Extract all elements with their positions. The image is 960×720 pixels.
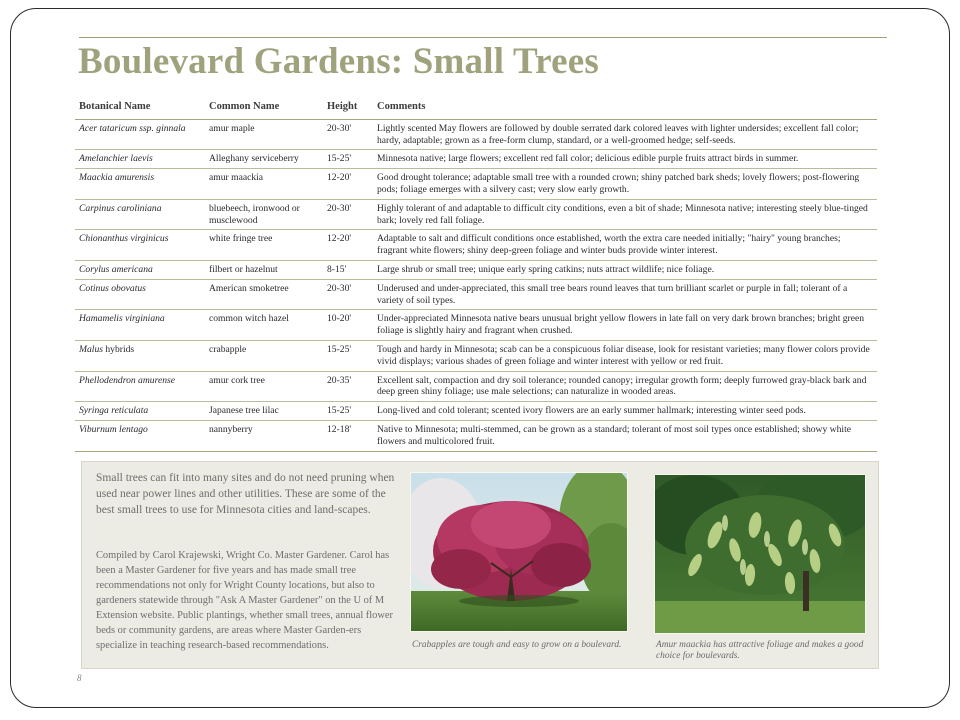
maackia-caption: Amur maackia has attractive foliage and makes a good choice for boulevards. bbox=[656, 640, 864, 661]
height: 12-20' bbox=[323, 169, 373, 200]
comments: Adaptable to salt and difficult conditions once established, worth the extra care needed initially; "hairy" young branches; fragrant white flowers; shiny deep-green foliage and winter buds provide winter interest. bbox=[373, 230, 877, 261]
table-row bbox=[75, 199, 877, 230]
botanical-name bbox=[75, 340, 205, 371]
comments: Excellent salt, compaction and dry soil tolerance; rounded canopy; irregular growth form; deeply furrowed gray-black bark and deep green shiny foliage; use male selections; can naturalize in wooded areas. bbox=[373, 371, 877, 402]
botanical-name: Carpinus caroliniana bbox=[75, 199, 205, 230]
comments: Large shrub or small tree; unique early spring catkins; nuts attract wildlife; nice foliage. bbox=[373, 260, 877, 279]
comments: Native to Minnesota; multi-stemmed, can be grown as a standard; tolerant of most soil types once established; showy white flowers and multicolored fruit. bbox=[373, 420, 877, 451]
botanical-name: Acer tataricum ssp. ginnala bbox=[75, 119, 205, 150]
common-name: amur maackia bbox=[205, 169, 323, 200]
comments: Tough and hardy in Minnesota; scab can be a conspicuous foliar disease, look for resistant varieties; many flower colors provide vivid displays; various shades of green foliage and winter interest with yellow or red fruit. bbox=[373, 340, 877, 371]
height: 20-30' bbox=[323, 199, 373, 230]
common-name: white fringe tree bbox=[205, 230, 323, 261]
botanical-name: Maackia amurensis bbox=[75, 169, 205, 200]
page-number: 8 bbox=[77, 673, 82, 683]
top-rule bbox=[79, 37, 887, 38]
table-row bbox=[75, 279, 877, 310]
common-name: filbert or hazelnut bbox=[205, 260, 323, 279]
page-title: Boulevard Gardens: Small Trees bbox=[78, 41, 599, 82]
common-name: common witch hazel bbox=[205, 310, 323, 341]
crabapple-caption: Crabapples are tough and easy to grow on a boulevard. bbox=[412, 640, 622, 650]
height: 20-30' bbox=[323, 119, 373, 150]
botanical-name: Hamamelis virginiana bbox=[75, 310, 205, 341]
height: 15-25' bbox=[323, 402, 373, 421]
credits-paragraph: Compiled by Carol Krajewski, Wright Co. Master Gardener. Carol has been a Master Gardener for five years and has made small tree recommendations not only for Wright County locations, but also to gardeners statewide through "Ask A Master Gardener" on the U of M Extension website. Public plantings, whether small trees, annual flower beds or community gardens, are areas where Master Garden-ers specialize in teaching research-based recommendations. bbox=[96, 550, 393, 651]
height: 15-25' bbox=[323, 340, 373, 371]
botanical-name: Chionanthus virginicus bbox=[75, 230, 205, 261]
common-name: nannyberry bbox=[205, 420, 323, 451]
common-name: amur cork tree bbox=[205, 371, 323, 402]
botanical-name: Syringa reticulata bbox=[75, 402, 205, 421]
table-row bbox=[75, 230, 877, 261]
height: 12-18' bbox=[323, 420, 373, 451]
comments: Lightly scented May flowers are followed by double serrated dark colored leaves with lighter undersides; excellent fall color; hardy, adaptable; grown as a free-form clump, standard, or a well-groomed hedge; self-seeds. bbox=[373, 119, 877, 150]
intro-paragraph: Small trees can fit into many sites and do not need pruning when used near power lines and other utilities. These are some of the best small trees to use for Minnesota cities and land-scapes. bbox=[96, 472, 395, 516]
table-row bbox=[75, 260, 877, 279]
botanical-name: Viburnum lentago bbox=[75, 420, 205, 451]
height: 20-30' bbox=[323, 279, 373, 310]
header-common-name: Common Name bbox=[205, 97, 323, 119]
comments: Highly tolerant of and adaptable to difficult city conditions, even a bit of shade; Minnesota native; interesting steely blue-tinged bark; lovely red fall foliage. bbox=[373, 199, 877, 230]
small-trees-table bbox=[75, 97, 877, 452]
comments: Under-appreciated Minnesota native bears unusual bright yellow flowers in late fall on very dark brown branches; bright green foliage is slightly hairy and fragrant when crushed. bbox=[373, 310, 877, 341]
height: 15-25' bbox=[323, 150, 373, 169]
common-name: Alleghany serviceberry bbox=[205, 150, 323, 169]
crabapple-photo-image bbox=[411, 473, 627, 631]
comments: Long-lived and cold tolerant; scented ivory flowers are an early summer hallmark; interesting winter seed pods. bbox=[373, 402, 877, 421]
common-name: American smoketree bbox=[205, 279, 323, 310]
document-page bbox=[73, 29, 887, 693]
table-header-row bbox=[75, 97, 877, 119]
botanical-name: Cotinus obovatus bbox=[75, 279, 205, 310]
common-name: bluebeech, ironwood or musclewood bbox=[205, 199, 323, 230]
maackia-photo-image bbox=[655, 475, 865, 633]
slide-frame bbox=[10, 8, 950, 708]
height: 20-35' bbox=[323, 371, 373, 402]
table-row bbox=[75, 402, 877, 421]
common-name: amur maple bbox=[205, 119, 323, 150]
comments: Good drought tolerance; adaptable small tree with a rounded crown; shiny patched bark sheds; lovely flowers; post-flowering pods; foliage emerges with a silvery cast; very slow early growth. bbox=[373, 169, 877, 200]
table-row bbox=[75, 420, 877, 451]
table-row bbox=[75, 371, 877, 402]
height: 8-15' bbox=[323, 260, 373, 279]
common-name: crabapple bbox=[205, 340, 323, 371]
botanical-name: Amelanchier laevis bbox=[75, 150, 205, 169]
table-row bbox=[75, 119, 877, 150]
botanical-suffix: hybrids bbox=[102, 343, 135, 355]
botanical-genus: Malus bbox=[79, 343, 103, 355]
maackia-photo bbox=[654, 474, 866, 634]
info-panel bbox=[81, 461, 879, 669]
common-name: Japanese tree lilac bbox=[205, 402, 323, 421]
header-comments: Comments bbox=[373, 97, 877, 119]
botanical-name: Corylus americana bbox=[75, 260, 205, 279]
table-row bbox=[75, 150, 877, 169]
table-row bbox=[75, 169, 877, 200]
height: 10-20' bbox=[323, 310, 373, 341]
header-botanical-name: Botanical Name bbox=[75, 97, 205, 119]
comments: Minnesota native; large flowers; excellent red fall color; delicious edible purple fruits attract birds in summer. bbox=[373, 150, 877, 169]
comments: Underused and under-appreciated, this small tree bears round leaves that turn brilliant scarlet or purple in fall; tolerant of a variety of soil types. bbox=[373, 279, 877, 310]
crabapple-photo bbox=[410, 472, 628, 632]
header-height: Height bbox=[323, 97, 373, 119]
table-row bbox=[75, 340, 877, 371]
height: 12-20' bbox=[323, 230, 373, 261]
table-row bbox=[75, 310, 877, 341]
botanical-name: Phellodendron amurense bbox=[75, 371, 205, 402]
